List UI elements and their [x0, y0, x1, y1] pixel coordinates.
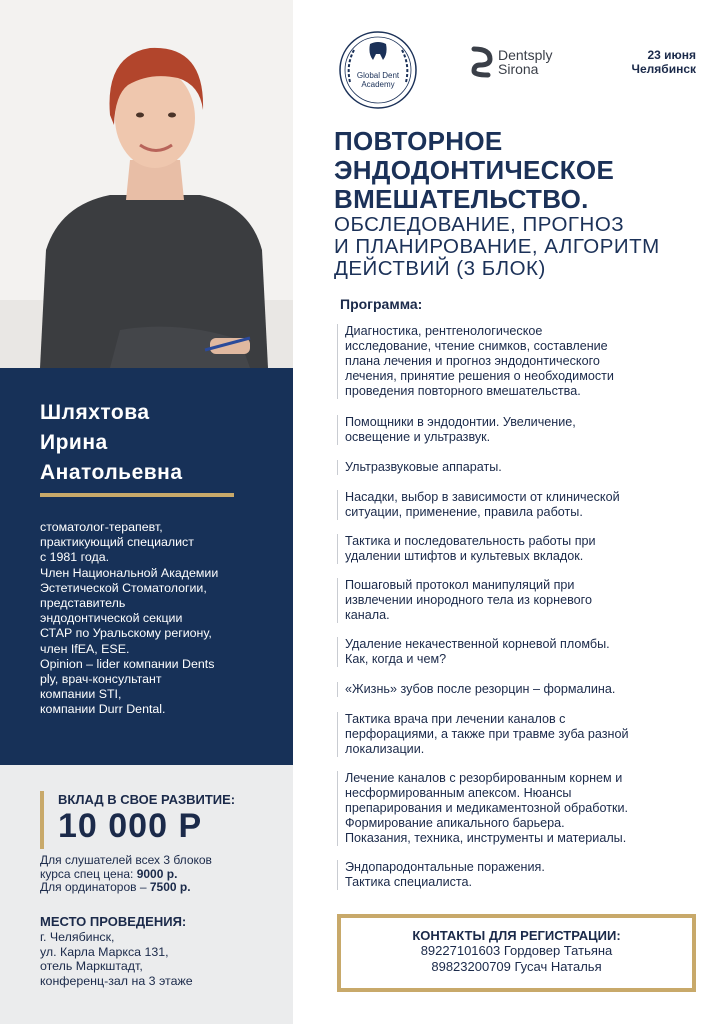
- program-item-line: Тактика специалиста.: [345, 875, 473, 889]
- price-note-line: [40, 881, 212, 895]
- contacts-title: КОНТАКТЫ ДЛЯ РЕГИСТРАЦИИ:: [412, 928, 621, 943]
- global-dent-academy-logo: [334, 30, 422, 110]
- program-item-line: проведения повторного вмешательства.: [345, 384, 581, 398]
- speaker-name: [40, 398, 183, 488]
- price-resident: 7500 р.: [149, 880, 191, 894]
- academy-logo-text: Academy: [361, 80, 395, 89]
- course-title: [334, 127, 704, 280]
- price-label: ВКЛАД В СВОЕ РАЗВИТИЕ:: [58, 792, 236, 807]
- bio-line: компании STI,: [40, 687, 122, 702]
- speaker-panel: [0, 368, 293, 765]
- program-item: [337, 578, 707, 623]
- course-title-sub: [334, 214, 704, 280]
- price-note-text: Для ординаторов –: [40, 880, 150, 894]
- program-item-line: Показания, техника, инструменты и материалы.: [345, 831, 627, 845]
- speaker-portrait-illustration: [0, 0, 293, 368]
- title-line: ПОВТОРНОЕ: [334, 126, 503, 156]
- speaker-name-line: Ирина: [40, 431, 108, 454]
- price-note: [40, 854, 212, 895]
- program-item-line: исследование, чтение снимков, составление: [345, 339, 608, 353]
- program-item-line: Пошаговый протокол манипуляций при: [345, 578, 575, 592]
- academy-logo-text: Global Dent: [356, 71, 400, 80]
- bio-line: представитель: [40, 596, 126, 611]
- program-item-line: Тактика врача при лечении каналов с: [345, 712, 566, 726]
- price-note-line: Для слушателей всех 3 блоков: [40, 853, 212, 867]
- program-label: Программа:: [340, 296, 423, 312]
- program-item: [337, 460, 707, 475]
- program-item-line: локализации.: [345, 742, 425, 756]
- venue-line: ул. Карла Маркса 131,: [40, 944, 169, 959]
- program-item-line: перфорациями, а также при травме зуба разной: [345, 727, 629, 741]
- program-item-line: препарирования и медикаментозной обработки.: [345, 801, 629, 815]
- dentsply-sirona-wordmark: [498, 48, 552, 76]
- program-item: [337, 490, 707, 520]
- event-date: [632, 48, 696, 76]
- registration-contacts: [337, 914, 696, 992]
- speaker-name-line: Шляхтова: [40, 401, 150, 424]
- venue-line: конференц-зал на 3 этаже: [40, 973, 193, 988]
- venue-line: отель Маркштадт,: [40, 959, 143, 973]
- program-item-line: Формирование апикального барьера.: [345, 816, 565, 830]
- program-item: [337, 771, 707, 846]
- speaker-bio: [40, 520, 280, 718]
- program-item: [337, 860, 707, 890]
- program-item-line: «Жизнь» зубов после резорцин – формалина.: [345, 682, 616, 696]
- venue-title: МЕСТО ПРОВЕДЕНИЯ:: [40, 914, 187, 929]
- contact-phone-line[interactable]: 89823200709 Гусач Наталья: [431, 959, 602, 974]
- program-item: [337, 712, 707, 757]
- program-item: [337, 637, 707, 667]
- contact-phone-line[interactable]: 89227101603 Гордовер Татьяна: [420, 943, 613, 958]
- program-item-line: Диагностика, рентгенологическое: [345, 324, 543, 338]
- program-item-line: несформированным апексом. Нюансы: [345, 786, 572, 800]
- title-line: ВМЕШАТЕЛЬСТВО.: [334, 184, 589, 214]
- program-item-line: плана лечения и прогноз эндодонтического: [345, 354, 600, 368]
- program-item-line: Помощники в эндодонтии. Увеличение,: [345, 415, 576, 429]
- price-note-text: курса спец цена:: [40, 866, 137, 881]
- bio-line: СТАР по Уральскому региону,: [40, 626, 212, 641]
- bio-line: Член Национальной Академии: [40, 565, 219, 580]
- speaker-photo: [0, 0, 293, 368]
- program-item-line: удалении штифтов и культевых вкладок.: [345, 549, 584, 563]
- bio-line: ply, врач-консультант: [40, 672, 162, 687]
- program-item-line: Ультразвуковые аппараты.: [345, 460, 502, 474]
- bio-line: с 1981 года.: [40, 550, 110, 565]
- bio-line: Opinion – lider компании Dents: [40, 656, 215, 671]
- bio-line: стоматолог-терапевт,: [40, 520, 163, 534]
- gold-accent-bar: [40, 791, 44, 849]
- course-title-main: [334, 127, 704, 214]
- event-city: Челябинск: [631, 62, 696, 76]
- venue-address: [40, 930, 193, 988]
- subtitle-line: ОБСЛЕДОВАНИЕ, ПРОГНОЗ: [334, 213, 625, 236]
- price-note-line: [40, 868, 212, 882]
- price-special: 9000 р.: [136, 866, 178, 881]
- program-item: [337, 324, 707, 399]
- program-item-line: Удаление некачественной корневой пломбы.: [345, 637, 610, 651]
- academy-seal-icon: [334, 30, 422, 110]
- program-item-line: Эндопародонтальные поражения.: [345, 860, 545, 874]
- bio-line: член IfEA, ESE.: [40, 641, 130, 656]
- sponsor-line: Dentsply: [498, 47, 553, 63]
- program-item-line: Как, когда и чем?: [345, 652, 447, 666]
- program-item-line: Тактика и последовательность работы при: [345, 534, 596, 548]
- program-item-line: ситуации, применение, правила работы.: [345, 505, 583, 519]
- gold-divider: [40, 493, 234, 497]
- bio-line: Эстетической Стоматологии,: [40, 580, 207, 595]
- program-item: [337, 682, 707, 697]
- program-item-line: лечения, принятие решения о необходимости: [345, 369, 614, 383]
- price-venue-panel: [0, 765, 293, 1024]
- bio-line: практикующий специалист: [40, 535, 194, 550]
- program-item: [337, 534, 707, 564]
- venue-line: г. Челябинск,: [40, 930, 115, 944]
- sponsor-line: Sirona: [498, 61, 539, 77]
- subtitle-line: ДЕЙСТВИЙ (3 БЛОК): [334, 257, 546, 280]
- speaker-name-line: Анатольевна: [40, 461, 183, 484]
- dentsply-sirona-mark-icon: [470, 45, 496, 79]
- program-item: [337, 415, 707, 445]
- bio-line: компании Durr Dental.: [40, 702, 166, 717]
- subtitle-line: И ПЛАНИРОВАНИЕ, АЛГОРИТМ: [334, 235, 660, 258]
- price-value: 10 000 Р: [58, 807, 203, 845]
- program-item-line: освещение и ультразвук.: [345, 430, 491, 444]
- title-line: ЭНДОДОНТИЧЕСКОЕ: [334, 155, 615, 185]
- event-date-day: 23 июня: [647, 48, 696, 62]
- bio-line: эндодонтической секции: [40, 611, 183, 626]
- program-item-line: канала.: [345, 608, 390, 622]
- program-item-line: извлечении инородного тела из корневого: [345, 593, 592, 607]
- program-item-line: Лечение каналов с резорбированным корнем и: [345, 771, 623, 785]
- program-item-line: Насадки, выбор в зависимости от клинической: [345, 490, 620, 504]
